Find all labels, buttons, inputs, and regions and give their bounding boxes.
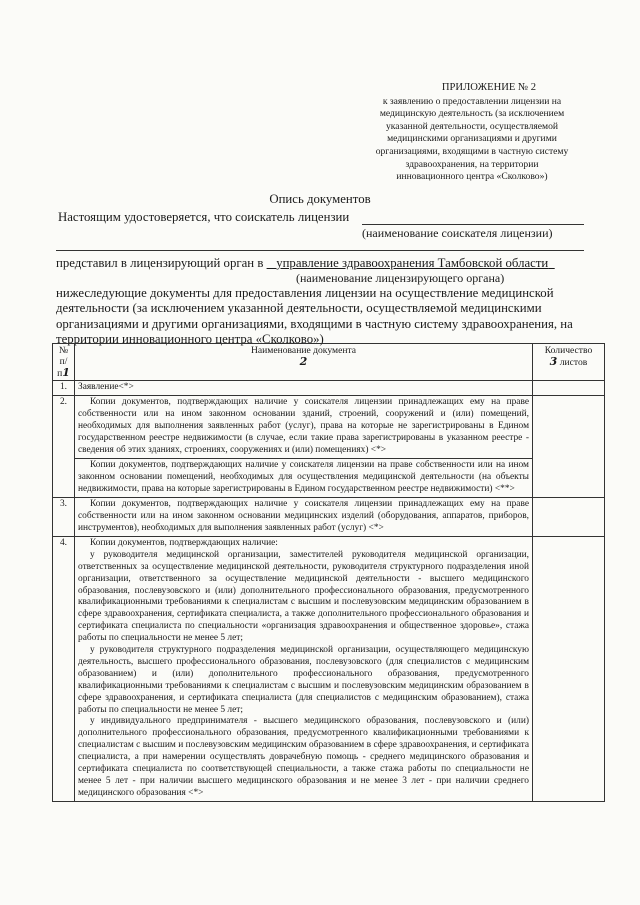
row-text-part: у индивидуального предпринимателя - высшего медицинского образования, послевузовского и (или) дополнительного профессионального образования, предусмотренного квалификационными требованиями к специалистам с высшим и послевузовским медицинским образованием в сфере здравоохранения, и сертификата специалиста, а при намерении осуществлять доврачебную помощь - среднего медицинского образования и сертификата специалиста по соответствующей специальности, а также стажа работы по специальности не менее 5 лет - при наличии высшего медицинского образования и не менее 3 лет - при наличии среднего медицинского образования <*> xyxy=(78,716,529,798)
row-text-part: у руководителя медицинской организации, заместителей руководителя медицинской организации, ответственных за осуществление медицинской деятельности, руководителя структурного подразделения иной организации, ответственного за осуществление медицинской деятельности - высшего медицинского образования, послевузовского и (или) дополнительного профессионального образования, предусмотренного квалификационными требованиями к специалистам с высшим и послевузовским медицинским образованием в сфере здравоохранения, сертификата специалиста, а также дополнительного профессионального образования и сертификата специалиста по специальности «организация здравоохранения и общественное здоровье», стажа работы по специальности не менее 5 лет; xyxy=(78,549,529,644)
authority-value-text: управление здравоохранения Тамбовской области xyxy=(276,256,549,270)
appendix-heading: ПРИЛОЖЕНИЕ № 2 xyxy=(441,82,537,93)
row-text-part: Копии документов, подтверждающих наличие: xyxy=(90,537,278,548)
table-row xyxy=(53,498,605,537)
header-qty-text: листов xyxy=(559,357,588,368)
header-qty xyxy=(533,344,605,381)
submitted-line xyxy=(56,256,555,271)
certify-text: Настоящим удостоверяется, что соискатель лицензии xyxy=(58,210,350,224)
appendix-line: к заявлению о предоставлении лицензии на xyxy=(382,95,562,107)
submitted-prefix: представил в лицензирующий орган в xyxy=(56,256,264,270)
appendix-line: медицинскими организациями и другими xyxy=(387,133,557,145)
handwritten-mark: 3 xyxy=(549,355,558,368)
applicant-name-line-2 xyxy=(56,250,584,251)
header-name xyxy=(75,344,533,381)
row-qty xyxy=(533,536,605,801)
authority-value xyxy=(267,256,555,270)
table-row xyxy=(53,395,605,497)
row-text xyxy=(75,395,533,497)
header-name-text: Наименование документа xyxy=(250,345,357,356)
authority-caption: (наименование лицензирующего органа) xyxy=(296,271,505,285)
row-text-part: Копии документов, подтверждающих наличие у соискателя лицензии на праве собственности или на ином законном основании помещений, необходимых для осуществления медицинской деятельности (на объекты недвижимости, права на которые зарегистрированы в Едином государственном реестре недвижимости) <**> xyxy=(75,458,532,496)
row-qty xyxy=(533,381,605,396)
header-qty-line2 xyxy=(536,356,601,368)
appendix-line: медицинскую деятельность (за исключением xyxy=(379,108,565,120)
row-text: Копии документов, подтверждающих наличие у соискателя лицензии принадлежащих ему на праве собственности или на ином законном основании медицинских изделий (оборудования, аппаратов, приборов, инструментов), необходимых для выполнения заявленных работ (услуг) <*> xyxy=(75,498,533,537)
header-num xyxy=(53,344,75,381)
appendix-line: здравоохранения, на территории xyxy=(405,158,539,170)
table-row xyxy=(53,381,605,396)
appendix-line: указанной деятельности, осуществляемой xyxy=(385,120,559,132)
table-row xyxy=(53,536,605,801)
intro-paragraph: нижеследующие документы для предоставления лицензии на осуществление медицинской деятельности (за исключением указанной деятельности, осуществляемой медицинскими организациями и другими организациями, входящими в частную систему здравоохранения, на территории инновационного центра «Сколково») xyxy=(56,286,573,347)
table-header-row xyxy=(53,344,605,381)
handwritten-mark: 1 xyxy=(62,366,70,379)
row-text: Заявление<*> xyxy=(75,381,533,396)
handwritten-mark: 2 xyxy=(299,355,308,368)
documents-table xyxy=(52,343,605,802)
row-number: 4. xyxy=(53,536,75,801)
applicant-name-line xyxy=(362,224,584,225)
header-qty-line1: Количество xyxy=(544,345,593,356)
header-num-text: п/п xyxy=(57,356,68,379)
row-text-part: у руководителя структурного подразделения медицинской организации, осуществляющего медицинскую деятельность, высшего профессионального образования, послевузовского (для специалистов с медицинским образованием) и (или) дополнительного профессионального образования, предусмотренного квалификационными требованиями к специалистам с высшим и послевузовским медицинским образованием в сфере здравоохранения, и сертификата специалиста (для специалистов с медицинским образованием), стажа работы по специальности не менее 5 лет; xyxy=(78,645,529,715)
header-num-line1: № xyxy=(58,345,69,356)
row-number: 1. xyxy=(53,381,75,396)
appendix-line: инновационного центра «Сколково») xyxy=(396,171,548,183)
appendix-block xyxy=(356,82,588,184)
row-number: 3. xyxy=(53,498,75,537)
row-number: 2. xyxy=(53,395,75,497)
row-qty xyxy=(533,395,605,497)
applicant-caption: (наименование соискателя лицензии) xyxy=(362,226,553,240)
document-title: Опись документов xyxy=(269,192,371,206)
row-qty xyxy=(533,498,605,537)
header-num-line2 xyxy=(56,356,71,379)
row-text xyxy=(75,536,533,801)
appendix-line: организациями, входящими в частную систему xyxy=(375,145,569,157)
row-text-part: Копии документов, подтверждающих наличие у соискателя лицензии принадлежащих ему на праве собственности или на ином законном основании зданий, строений, сооружений и (или) помещений, необходимых для выполнения заявленных работ (услуг), права на которые не зарегистрированы в Едином государственном реестре недвижимости (в случае, если такие права зарегистрированы в указанном реестре - сведения об этих зданиях, строениях, сооружениях и (или) помещениях) <*> xyxy=(78,396,529,455)
